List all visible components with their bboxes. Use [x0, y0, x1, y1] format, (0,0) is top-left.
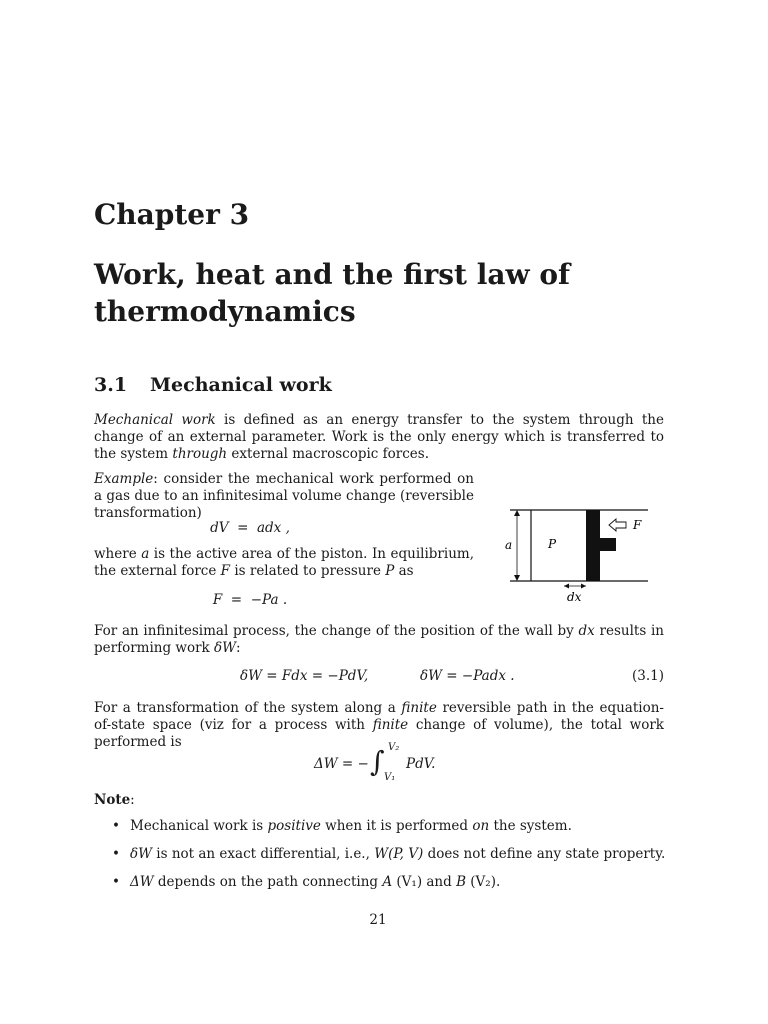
bullet-text: depends on the path connecting	[153, 874, 383, 890]
bullet-emphasis: A	[382, 874, 393, 890]
equation-work-part-b: δW = −Padx .	[420, 668, 515, 684]
integral-upper-limit: V₂	[388, 742, 400, 753]
chapter-label: Chapter 3	[94, 198, 250, 231]
bullet-text: (V₁) and	[392, 874, 457, 890]
math-var: P	[385, 563, 395, 579]
bullet-text: when it is performed	[320, 818, 473, 834]
math-var: a	[141, 546, 150, 562]
paragraph-text: For an infinitesimal process, the change of the position of the wall by	[94, 623, 579, 639]
force-arrow-icon	[609, 519, 626, 531]
paragraph-infinitesimal	[94, 623, 664, 657]
paragraph-text: is related to pressure	[230, 563, 386, 579]
label-a: a	[505, 538, 513, 552]
chapter-title: Work, heat and the first law of thermodynamics	[94, 258, 571, 328]
bullet-emphasis: on	[472, 818, 490, 834]
bullet-text: is not an exact differential, i.e.,	[152, 846, 375, 862]
math-var: dx	[578, 623, 595, 639]
equation-number: (3.1)	[631, 668, 664, 684]
example-label: Example	[94, 471, 154, 487]
integral-lower-limit: V₁	[384, 772, 396, 783]
equation-work-part-a: δW = Fdx = −PdV,	[240, 668, 369, 684]
equation-integrand: PdV.	[406, 756, 436, 772]
list-item	[112, 846, 672, 874]
paragraph-text: results in performing work	[94, 623, 664, 656]
bullet-emphasis: positive	[267, 818, 321, 834]
math-var: F	[220, 563, 231, 579]
note-list	[112, 818, 672, 902]
section-number: 3.1	[94, 374, 128, 396]
label-p: P	[548, 537, 557, 551]
section-title: Mechanical work	[150, 374, 332, 396]
equation-force: F = −Pa .	[212, 592, 288, 608]
piston-head	[586, 510, 600, 581]
through-emphasis: through	[172, 446, 228, 462]
section-heading	[94, 374, 332, 396]
term-emphasis: Mechanical work	[94, 412, 216, 428]
equation-total-work	[314, 744, 454, 786]
paragraph-text: : consider the mechanical work performed on a gas due to an infinitesimal volume change (reversible transformation)	[94, 471, 474, 521]
paragraph-text: For a transformation of the system along a	[94, 700, 402, 716]
paragraph-example	[94, 471, 474, 522]
paragraph-text: external macroscopic forces.	[227, 446, 430, 462]
paragraph-text: change of volume), the total work performed is	[94, 717, 664, 750]
paragraph-text: as	[394, 563, 414, 579]
bullet-text: the system.	[489, 818, 572, 834]
paragraph-text: :	[236, 640, 241, 656]
bullet-text: (V₂).	[466, 874, 501, 890]
bullet-emphasis: ΔW	[130, 874, 154, 890]
integral-sign-icon: ∫	[370, 745, 385, 778]
paragraph-definition	[94, 412, 664, 463]
finite-emphasis: finite	[372, 717, 409, 733]
bullet-emphasis: W(P, V)	[374, 846, 424, 862]
piston-rod	[600, 538, 616, 551]
label-f: F	[633, 518, 642, 532]
list-item	[112, 818, 672, 846]
paragraph-text: is the active area of the piston. In equilibrium, the external force	[94, 546, 474, 579]
finite-emphasis: finite	[401, 700, 437, 716]
label-dx: dx	[567, 590, 582, 604]
equation-dv: dV = adx ,	[210, 520, 290, 536]
bullet-emphasis: δW	[130, 846, 153, 862]
paragraph-text: is defined as an energy transfer to the system through the change of an external parameter. Work is the only energy which is transferred to the system	[94, 412, 664, 462]
list-item	[112, 874, 672, 902]
note-label: Note	[94, 792, 131, 808]
note-heading	[94, 792, 135, 808]
bullet-emphasis: B	[456, 874, 466, 890]
note-colon: :	[130, 792, 135, 808]
math-var: δW	[214, 640, 237, 656]
piston-diagram	[500, 500, 660, 610]
bullet-text: does not define any state property.	[423, 846, 666, 862]
page-number: 21	[369, 912, 387, 928]
bullet-text: Mechanical work is	[130, 818, 268, 834]
paragraph-area	[94, 546, 474, 580]
paragraph-text: where	[94, 546, 142, 562]
paragraph-text: reversible path in the equation-of-state space (viz for a process with	[94, 700, 664, 733]
equation-lhs: ΔW = −	[314, 756, 369, 772]
